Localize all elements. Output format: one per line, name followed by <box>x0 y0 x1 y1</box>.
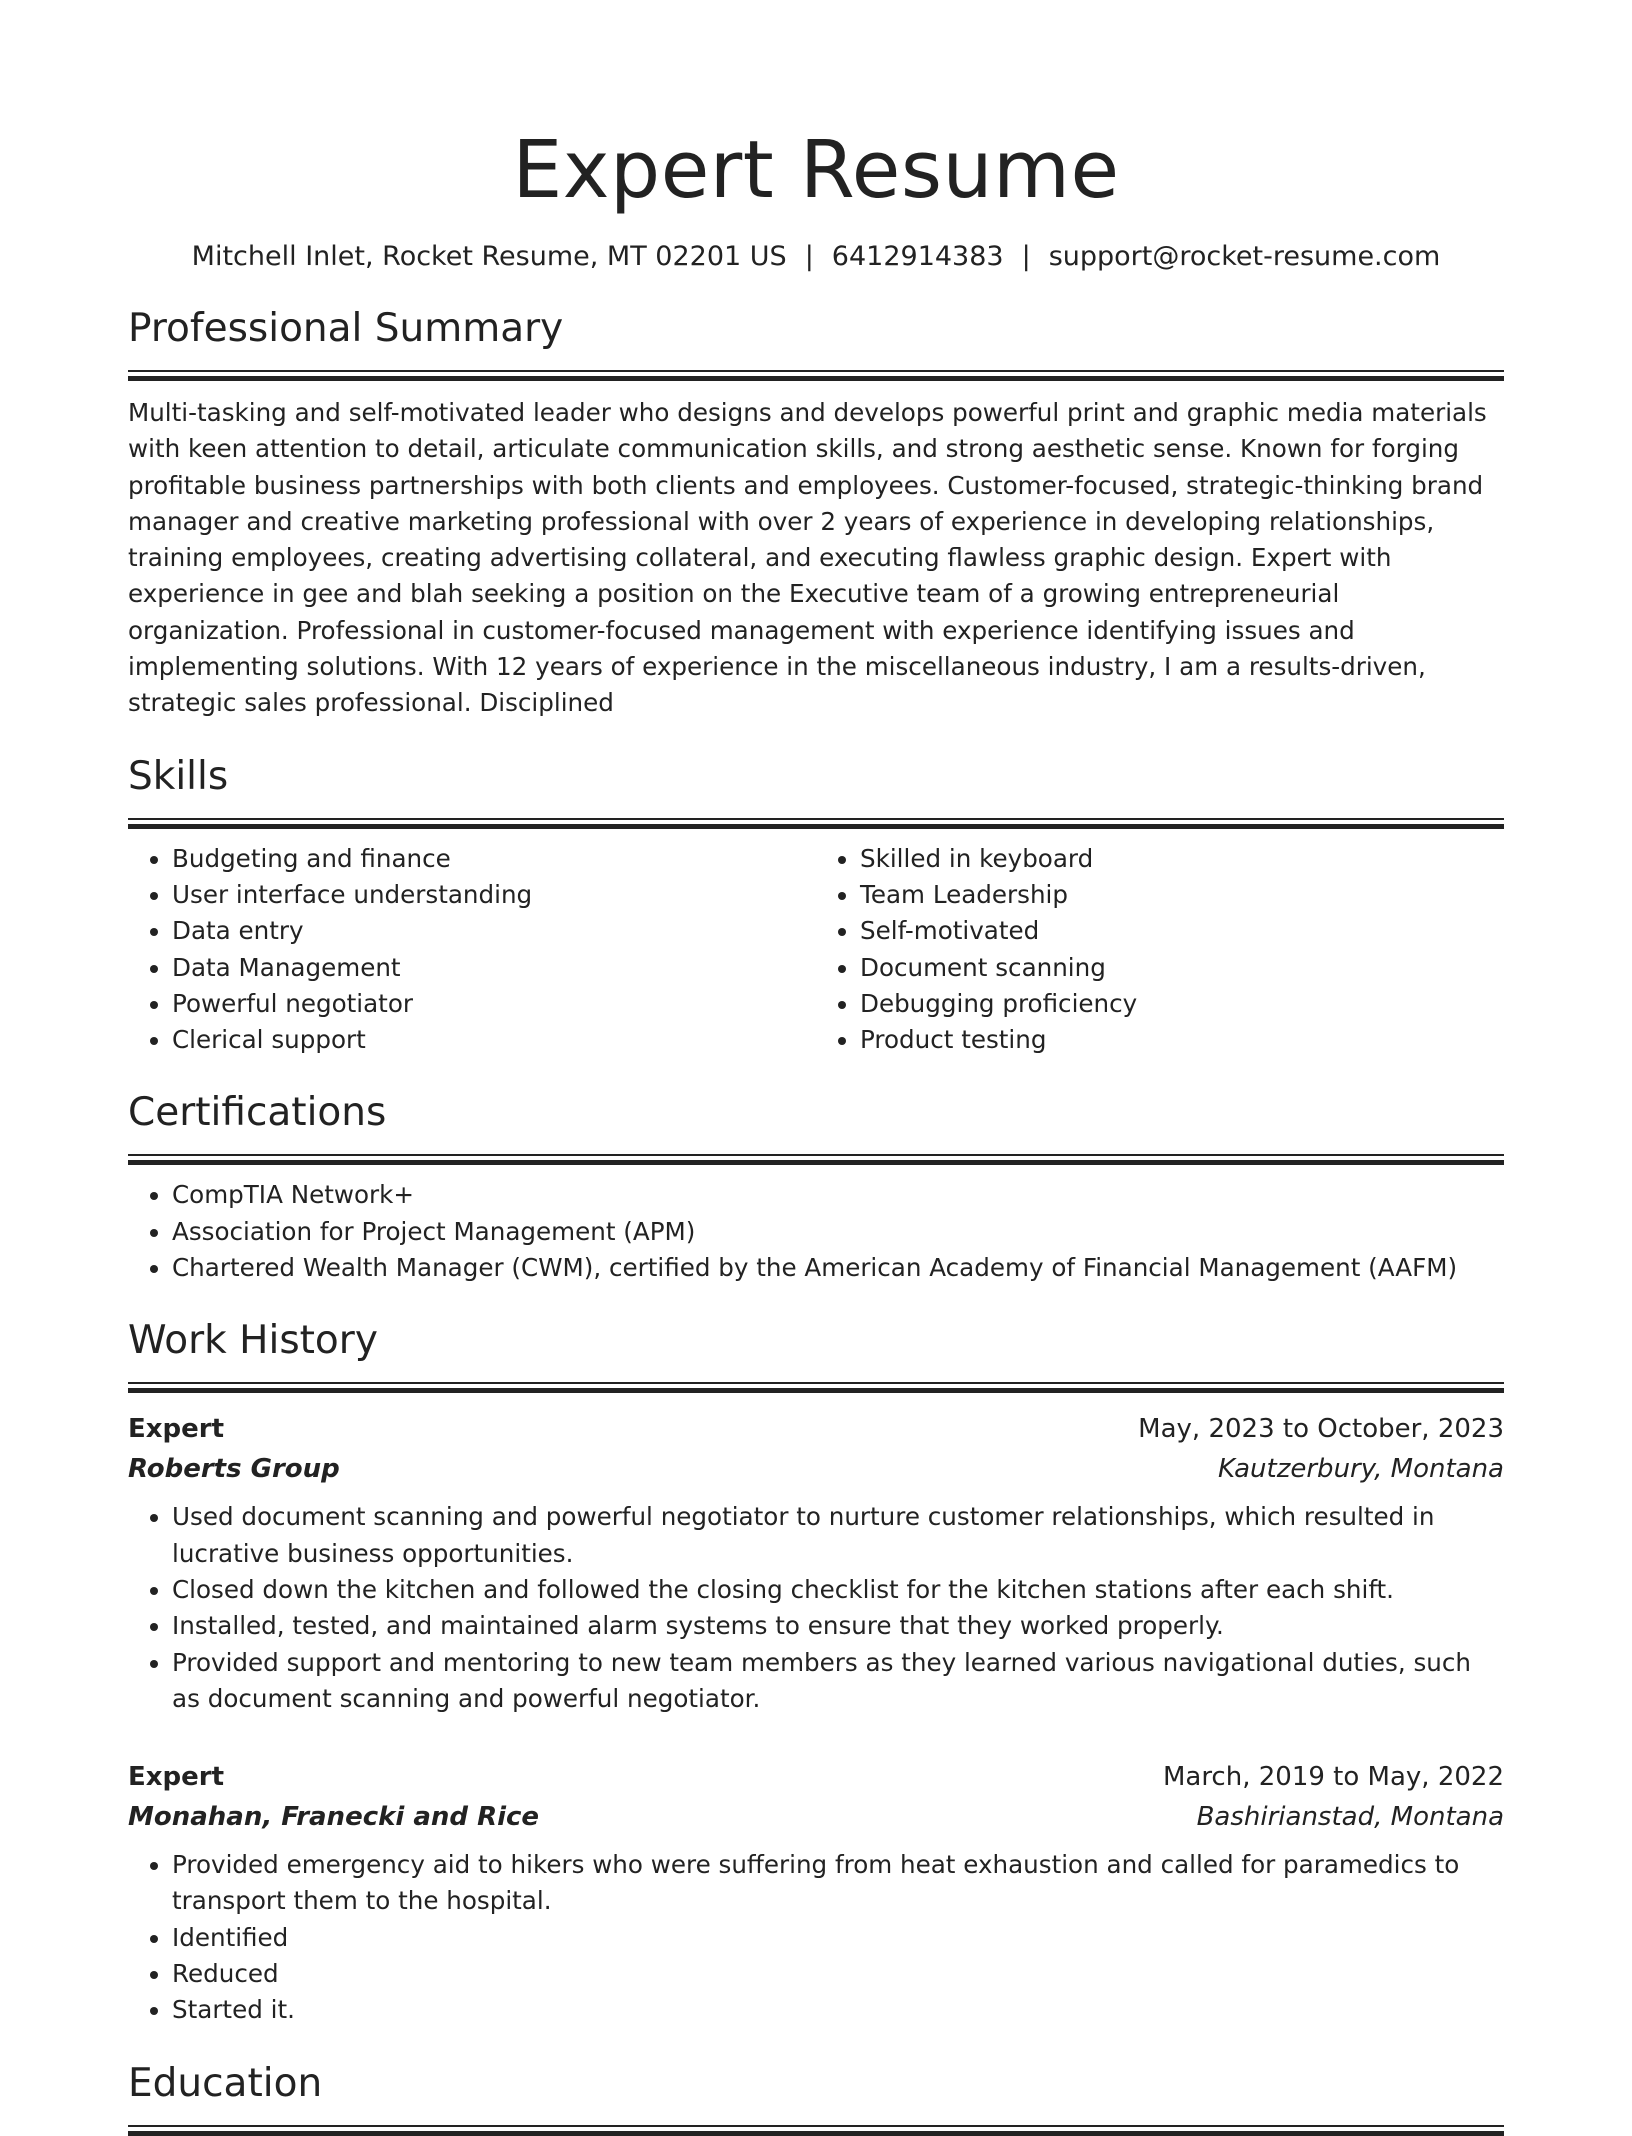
skill-item: • Data entry <box>172 913 816 949</box>
job-location: Bashirianstad, Montana <box>1196 1802 1504 1833</box>
section-divider <box>128 2125 1504 2136</box>
job-dates: March, 2019 to May, 2022 <box>1162 1762 1504 1793</box>
job-entry <box>128 1757 1504 2028</box>
job-duty-item: • Provided support and mentoring to new team members as they learned various navigational duties, such as document scanning and powerful negotiator. <box>172 1645 1504 1718</box>
skill-item: • Self-motivated <box>860 913 1504 949</box>
section-divider <box>128 1154 1504 1165</box>
work-history-section <box>128 1316 1504 2028</box>
job-dates: May, 2023 to October, 2023 <box>1138 1414 1504 1445</box>
skill-item: • Clerical support <box>172 1022 816 1058</box>
job-duty-item: • Identified <box>172 1920 1504 1956</box>
job-duty-item: • Reduced <box>172 1956 1504 1992</box>
section-title-skills: Skills <box>128 753 229 799</box>
section-divider <box>128 1382 1504 1393</box>
section-title-work-history: Work History <box>128 1318 378 1364</box>
skill-item: • Team Leadership <box>860 877 1504 913</box>
job-duty-item: • Provided emergency aid to hikers who were suffering from heat exhaustion and called for paramedics to transport them to the hospital. <box>172 1847 1504 1920</box>
certification-item: • Association for Project Management (APM) <box>172 1214 1504 1250</box>
summary-text: Multi-tasking and self-motivated leader who designs and develops powerful print and graphic media materials with keen attention to detail, articulate communication skills, and strong aesthetic sense. Known for forging profitable business partnerships with both clients and employees. Customer-focused, strategic-thinking brand manager and creative marketing professional with over 2 years of experience in developing relationships, training employees, creating advertising collateral, and executing flawless graphic design. Expert with experience in gee and blah seeking a position on the Executive team of a growing entrepreneurial organization. Professional in customer-focused management with experience identifying issues and implementing solutions. With 12 years of experience in the miscellaneous industry, I am a results-driven, strategic sales professional. Disciplined <box>128 398 1487 718</box>
job-title: Expert <box>128 1762 225 1793</box>
skill-item: • Document scanning <box>860 950 1504 986</box>
contact-email: support@rocket-resume.com <box>1048 241 1441 272</box>
skills-list-left <box>128 841 816 1059</box>
skills-section <box>128 752 1504 1059</box>
section-divider <box>128 818 1504 829</box>
resume-name: Expert Resume <box>512 124 1120 216</box>
job-duties-list <box>128 1499 1504 1717</box>
job-entry <box>128 1409 1504 1717</box>
job-company: Monahan, Franecki and Rice <box>128 1802 540 1833</box>
job-duty-item: • Started it. <box>172 1992 1504 2028</box>
skill-item: • Data Management <box>172 950 816 986</box>
contact-line <box>128 240 1504 274</box>
section-title-certifications: Certifications <box>128 1090 387 1136</box>
skill-item: • Skilled in keyboard <box>860 841 1504 877</box>
certifications-section <box>128 1088 1504 1286</box>
job-header-row <box>128 1409 1504 1449</box>
certification-item: • CompTIA Network+ <box>172 1177 1504 1213</box>
job-duty-item: • Closed down the kitchen and followed the closing checklist for the kitchen stations after each shift. <box>172 1572 1504 1608</box>
section-title-education: Education <box>128 2060 323 2106</box>
skill-item: • User interface understanding <box>172 877 816 913</box>
job-company: Roberts Group <box>128 1454 340 1485</box>
job-duties-list <box>128 1847 1504 2028</box>
job-company-row <box>128 1797 1504 1837</box>
education-section <box>128 2059 1504 2136</box>
summary-section <box>128 304 1504 722</box>
contact-separator: | <box>804 241 814 272</box>
contact-separator: | <box>1021 241 1031 272</box>
skill-item: • Budgeting and finance <box>172 841 816 877</box>
section-divider <box>128 370 1504 381</box>
skill-item: • Powerful negotiator <box>172 986 816 1022</box>
skill-item: • Product testing <box>860 1022 1504 1058</box>
job-duty-item: • Installed, tested, and maintained alarm systems to ensure that they worked properly. <box>172 1608 1504 1644</box>
job-location: Kautzerbury, Montana <box>1218 1454 1504 1485</box>
certifications-list <box>128 1177 1504 1286</box>
skill-item: • Debugging proficiency <box>860 986 1504 1022</box>
job-title: Expert <box>128 1414 225 1445</box>
skills-list-right <box>816 841 1504 1059</box>
contact-address: Mitchell Inlet, Rocket Resume, MT 02201 US <box>191 241 787 272</box>
skills-columns <box>128 841 1504 1059</box>
section-title-summary: Professional Summary <box>128 306 564 351</box>
contact-phone: 6412914383 <box>831 241 1004 272</box>
certification-item: • Chartered Wealth Manager (CWM), certified by the American Academy of Financial Management (AAFM) <box>172 1250 1504 1286</box>
job-company-row <box>128 1449 1504 1489</box>
job-header-row <box>128 1757 1504 1797</box>
job-duty-item: • Used document scanning and powerful negotiator to nurture customer relationships, which resulted in lucrative business opportunities. <box>172 1499 1504 1572</box>
